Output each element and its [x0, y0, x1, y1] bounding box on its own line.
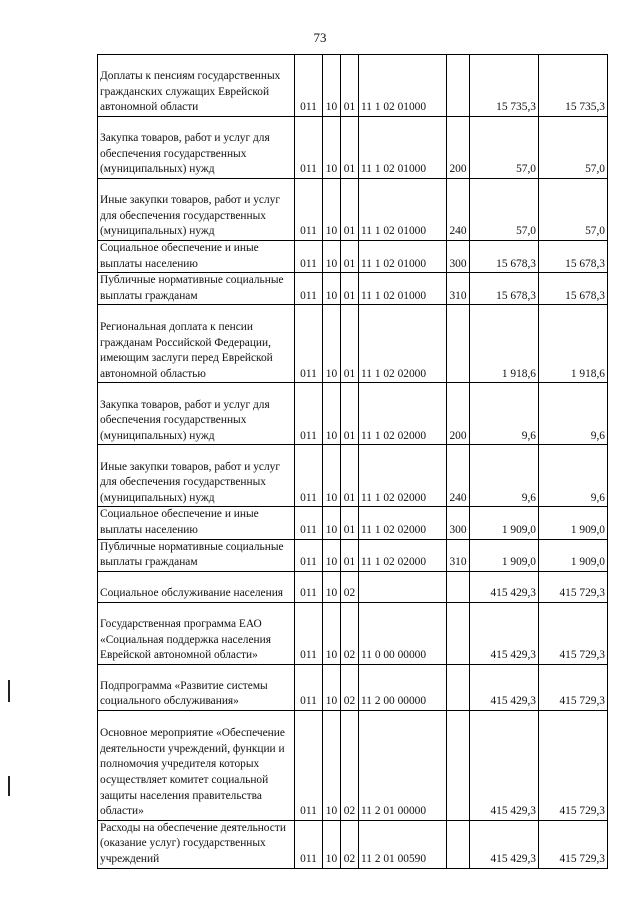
target-article-cell: 11 2 01 00000 — [359, 710, 447, 820]
amount-year2-cell: 415 729,3 — [539, 602, 608, 664]
amount-year1-cell: 15 678,3 — [470, 273, 539, 305]
expense-type-cell — [447, 571, 470, 602]
grbs-code-cell: 011 — [295, 664, 323, 710]
grbs-code-cell: 011 — [295, 241, 323, 273]
budget-table — [97, 54, 608, 869]
expense-type-cell — [447, 305, 470, 383]
grbs-code-cell: 011 — [295, 117, 323, 179]
subsection-code-cell: 01 — [341, 507, 359, 539]
margin-mark — [8, 776, 10, 796]
subsection-code-cell: 01 — [341, 179, 359, 241]
section-code-cell: 10 — [323, 539, 341, 571]
table-row — [98, 571, 608, 602]
row-name-cell: Социальное обслуживание населения — [98, 571, 295, 602]
amount-year2-cell: 15 678,3 — [539, 273, 608, 305]
amount-year1-cell: 57,0 — [470, 179, 539, 241]
target-article-cell: 11 1 02 01000 — [359, 117, 447, 179]
table-row — [98, 445, 608, 507]
grbs-code-cell: 011 — [295, 571, 323, 602]
row-name-cell: Государственная программа ЕАО «Социальная поддержка населения Еврейской автономной области» — [98, 602, 295, 664]
amount-year1-cell: 1 909,0 — [470, 507, 539, 539]
amount-year1-cell: 415 429,3 — [470, 664, 539, 710]
table-row — [98, 820, 608, 868]
expense-type-cell: 240 — [447, 179, 470, 241]
target-article-cell: 11 1 02 01000 — [359, 179, 447, 241]
amount-year1-cell: 1 918,6 — [470, 305, 539, 383]
amount-year2-cell: 415 729,3 — [539, 710, 608, 820]
target-article-cell: 11 1 02 02000 — [359, 507, 447, 539]
section-code-cell: 10 — [323, 445, 341, 507]
grbs-code-cell: 011 — [295, 602, 323, 664]
row-name-cell: Подпрограмма «Развитие системы социального обслуживания» — [98, 664, 295, 710]
row-name-cell: Закупка товаров, работ и услуг для обеспечения государственных (муниципальных) нужд — [98, 383, 295, 445]
table-row — [98, 383, 608, 445]
table-row — [98, 305, 608, 383]
table-row — [98, 710, 608, 820]
row-name-cell: Социальное обеспечение и иные выплаты населению — [98, 507, 295, 539]
section-code-cell: 10 — [323, 55, 341, 117]
amount-year1-cell: 9,6 — [470, 445, 539, 507]
expense-type-cell: 310 — [447, 539, 470, 571]
expense-type-cell — [447, 710, 470, 820]
amount-year1-cell: 415 429,3 — [470, 710, 539, 820]
section-code-cell: 10 — [323, 710, 341, 820]
amount-year1-cell: 9,6 — [470, 383, 539, 445]
row-name-cell: Иные закупки товаров, работ и услуг для обеспечения государственных (муниципальных) нужд — [98, 179, 295, 241]
grbs-code-cell: 011 — [295, 820, 323, 868]
grbs-code-cell: 011 — [295, 179, 323, 241]
amount-year2-cell: 57,0 — [539, 117, 608, 179]
row-name-cell: Расходы на обеспечение деятельности (оказание услуг) государственных учреждений — [98, 820, 295, 868]
subsection-code-cell: 01 — [341, 445, 359, 507]
row-name-cell: Публичные нормативные социальные выплаты гражданам — [98, 273, 295, 305]
table-row — [98, 241, 608, 273]
section-code-cell: 10 — [323, 602, 341, 664]
subsection-code-cell: 02 — [341, 602, 359, 664]
page-number: 73 — [313, 30, 327, 45]
expense-type-cell: 200 — [447, 383, 470, 445]
amount-year1-cell: 15 735,3 — [470, 55, 539, 117]
target-article-cell: 11 1 02 02000 — [359, 383, 447, 445]
amount-year2-cell: 9,6 — [539, 445, 608, 507]
row-name-cell: Доплаты к пенсиям государственных гражданских служащих Еврейской автономной области — [98, 55, 295, 117]
amount-year1-cell: 415 429,3 — [470, 820, 539, 868]
amount-year1-cell: 57,0 — [470, 117, 539, 179]
amount-year2-cell: 415 729,3 — [539, 820, 608, 868]
target-article-cell: 11 1 02 01000 — [359, 241, 447, 273]
table-row — [98, 55, 608, 117]
row-name-cell: Социальное обеспечение и иные выплаты населению — [98, 241, 295, 273]
expense-type-cell: 240 — [447, 445, 470, 507]
row-name-cell: Иные закупки товаров, работ и услуг для обеспечения государственных (муниципальных) нужд — [98, 445, 295, 507]
grbs-code-cell: 011 — [295, 383, 323, 445]
target-article-cell: 11 2 01 00590 — [359, 820, 447, 868]
grbs-code-cell: 011 — [295, 55, 323, 117]
table-row — [98, 273, 608, 305]
section-code-cell: 10 — [323, 273, 341, 305]
amount-year2-cell: 415 729,3 — [539, 664, 608, 710]
subsection-code-cell: 01 — [341, 539, 359, 571]
grbs-code-cell: 011 — [295, 710, 323, 820]
grbs-code-cell: 011 — [295, 539, 323, 571]
target-article-cell: 11 1 02 01000 — [359, 273, 447, 305]
expense-type-cell: 300 — [447, 241, 470, 273]
section-code-cell: 10 — [323, 507, 341, 539]
subsection-code-cell: 01 — [341, 273, 359, 305]
expense-type-cell — [447, 55, 470, 117]
table-row — [98, 602, 608, 664]
grbs-code-cell: 011 — [295, 305, 323, 383]
amount-year1-cell: 415 429,3 — [470, 571, 539, 602]
subsection-code-cell: 01 — [341, 241, 359, 273]
subsection-code-cell: 02 — [341, 710, 359, 820]
row-name-cell: Закупка товаров, работ и услуг для обеспечения государственных (муниципальных) нужд — [98, 117, 295, 179]
expense-type-cell — [447, 602, 470, 664]
amount-year1-cell: 15 678,3 — [470, 241, 539, 273]
target-article-cell — [359, 571, 447, 602]
target-article-cell: 11 1 02 01000 — [359, 55, 447, 117]
amount-year1-cell: 415 429,3 — [470, 602, 539, 664]
expense-type-cell — [447, 664, 470, 710]
section-code-cell: 10 — [323, 820, 341, 868]
section-code-cell: 10 — [323, 305, 341, 383]
expense-type-cell — [447, 820, 470, 868]
subsection-code-cell: 02 — [341, 664, 359, 710]
grbs-code-cell: 011 — [295, 507, 323, 539]
subsection-code-cell: 01 — [341, 383, 359, 445]
section-code-cell: 10 — [323, 664, 341, 710]
amount-year2-cell: 9,6 — [539, 383, 608, 445]
amount-year2-cell: 1 918,6 — [539, 305, 608, 383]
target-article-cell: 11 2 00 00000 — [359, 664, 447, 710]
amount-year2-cell: 15 678,3 — [539, 241, 608, 273]
table-row — [98, 507, 608, 539]
subsection-code-cell: 02 — [341, 571, 359, 602]
section-code-cell: 10 — [323, 179, 341, 241]
subsection-code-cell: 01 — [341, 117, 359, 179]
section-code-cell: 10 — [323, 241, 341, 273]
table-row — [98, 179, 608, 241]
target-article-cell: 11 0 00 00000 — [359, 602, 447, 664]
expense-type-cell: 300 — [447, 507, 470, 539]
amount-year1-cell: 1 909,0 — [470, 539, 539, 571]
amount-year2-cell: 1 909,0 — [539, 539, 608, 571]
row-name-cell: Публичные нормативные социальные выплаты гражданам — [98, 539, 295, 571]
amount-year2-cell: 1 909,0 — [539, 507, 608, 539]
grbs-code-cell: 011 — [295, 445, 323, 507]
amount-year2-cell: 415 729,3 — [539, 571, 608, 602]
table-row — [98, 664, 608, 710]
target-article-cell: 11 1 02 02000 — [359, 305, 447, 383]
target-article-cell: 11 1 02 02000 — [359, 445, 447, 507]
section-code-cell: 10 — [323, 117, 341, 179]
grbs-code-cell: 011 — [295, 273, 323, 305]
section-code-cell: 10 — [323, 383, 341, 445]
expense-type-cell: 200 — [447, 117, 470, 179]
amount-year2-cell: 15 735,3 — [539, 55, 608, 117]
subsection-code-cell: 02 — [341, 820, 359, 868]
target-article-cell: 11 1 02 02000 — [359, 539, 447, 571]
amount-year2-cell: 57,0 — [539, 179, 608, 241]
row-name-cell: Региональная доплата к пенсии гражданам Российской Федерации, имеющим заслуги перед Еврейской автономной областью — [98, 305, 295, 383]
expense-type-cell: 310 — [447, 273, 470, 305]
row-name-cell: Основное мероприятие «Обеспечение деятельности учреждений, функции и полномочия учредителя которых осуществляет комитет социальной защиты населения правительства области» — [98, 710, 295, 820]
margin-mark — [8, 680, 10, 702]
subsection-code-cell: 01 — [341, 305, 359, 383]
section-code-cell: 10 — [323, 571, 341, 602]
table-row — [98, 539, 608, 571]
table-row — [98, 117, 608, 179]
subsection-code-cell: 01 — [341, 55, 359, 117]
